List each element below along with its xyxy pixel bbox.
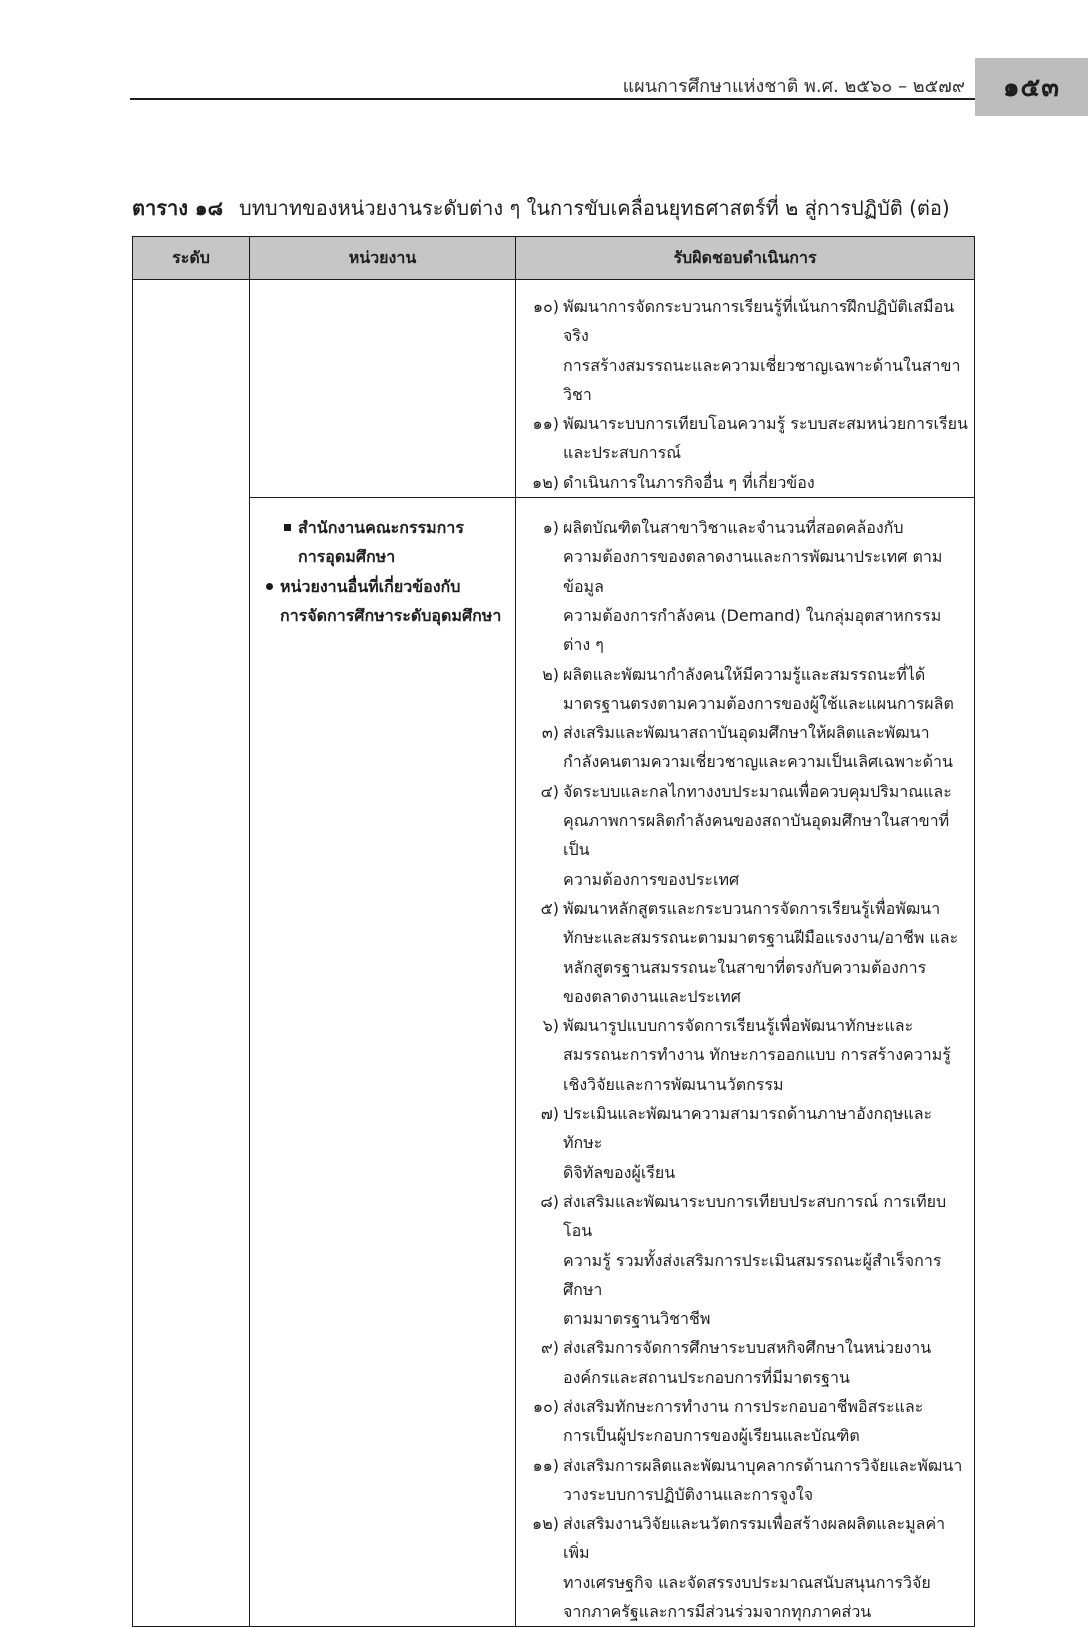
responsibility-line: ส่งเสริมและพัฒนาระบบการเทียบประสบการณ์ การเทียบโอน (563, 1191, 947, 1241)
responsibility-line: คุณภาพการผลิตกำลังคนของสถาบันอุดมศึกษาในสาขาที่เป็น (563, 811, 950, 860)
agency-lines (280, 572, 509, 631)
responsibility-line: ผลิตบัณฑิตในสาขาวิชาและจำนวนที่สอดคล้องกับ (563, 518, 904, 538)
responsibility-number: ๓) (541, 723, 559, 743)
responsibility-item (524, 1451, 968, 1510)
agency-line: การอุดมศึกษา (298, 547, 396, 567)
responsibility-line: กำลังคนตามความเชี่ยวชาญและความเป็นเลิศเฉพาะด้าน (563, 752, 953, 772)
responsibility-lines (563, 468, 968, 497)
responsibility-lines (563, 777, 968, 894)
responsibility-line: ดิจิทัลของผู้เรียน (563, 1162, 676, 1182)
responsibility-lines (563, 513, 968, 659)
roles-table (132, 236, 975, 1627)
responsibility-item (524, 718, 968, 777)
responsibility-number: ๑๐) (532, 297, 559, 316)
responsibility-line: หลักสูตรฐานสมรรถนะในสาขาที่ตรงกับความต้องการ (563, 957, 927, 977)
agency-item (250, 572, 509, 631)
responsibility-line: จากภาครัฐและการมีส่วนร่วมจากทุกภาคส่วน (563, 1602, 872, 1622)
responsibility-line: และประสบการณ์ (563, 443, 682, 463)
responsibility-item (524, 409, 968, 468)
page-number: ๑๕๓ (1003, 72, 1060, 103)
responsibility-line: มาตรฐานตรงตามความต้องการของผู้ใช้และแผนการผลิต (563, 693, 954, 713)
responsibility-lines (563, 718, 968, 777)
table-caption-text: บทบาทของหน่วยงานระดับต่าง ๆ ในการขับเคลื่อนยุทธศาสตร์ที่ ๒ สู่การปฏิบัติ (ต่อ) (239, 196, 950, 220)
running-title: แผนการศึกษาแห่งชาติ พ.ศ. ๒๕๖๐ – ๒๕๗๙ (622, 76, 965, 97)
agency-item (250, 513, 509, 572)
responsibility-lines (563, 292, 968, 409)
responsibility-lines (563, 1011, 968, 1099)
responsibility-item (524, 468, 968, 497)
responsibility-line: เชิงวิจัยและการพัฒนานวัตกรรม (563, 1074, 784, 1094)
responsibility-lines (563, 1451, 968, 1510)
responsibility-item (524, 1011, 968, 1099)
responsibility-line: พัฒนารูปแบบการจัดการเรียนรู้เพื่อพัฒนาทักษะและ (563, 1016, 914, 1036)
responsibility-item (524, 1099, 968, 1187)
round-bullet-icon (266, 583, 273, 590)
responsibility-line: จัดระบบและกลไกทางงบประมาณเพื่อควบคุมปริมาณและ (563, 781, 952, 801)
responsibility-line: ความต้องการของตลาดงานและการพัฒนาประเทศ ตามข้อมูล (563, 547, 943, 596)
responsibility-lines (563, 409, 968, 468)
responsibility-cell (516, 280, 975, 498)
responsibility-line: พัฒนาการจัดกระบวนการเรียนรู้ที่เน้นการฝึกปฏิบัติเสมือนจริง (563, 297, 955, 346)
agency-line: สำนักงานคณะกรรมการ (298, 518, 464, 538)
responsibility-number: ๑) (542, 518, 559, 538)
responsibility-line: ส่งเสริมทักษะการทำงาน การประกอบอาชีพอิสระและ (563, 1396, 924, 1416)
responsibility-item (524, 777, 968, 894)
header-rule (130, 98, 975, 100)
header-level: ระดับ (133, 237, 250, 280)
responsibility-number: ๑๑) (532, 414, 559, 434)
bullet-box (284, 513, 298, 542)
responsibility-line: ส่งเสริมการผลิตและพัฒนาบุคลากรด้านการวิจัยและพัฒนา (563, 1455, 963, 1475)
responsibility-line: ส่งเสริมการจัดการศึกษาระบบสหกิจศึกษาในหน่วยงาน (563, 1338, 932, 1358)
responsibility-number: ๑๒) (532, 472, 559, 492)
table-row (133, 280, 975, 498)
responsibility-line: พัฒนาหลักสูตรและกระบวนการจัดการเรียนรู้เพื่อพัฒนา (563, 898, 941, 918)
responsibility-line: ผลิตและพัฒนากำลังคนให้มีความรู้และสมรรถนะที่ได้ (563, 664, 926, 684)
table-row (133, 498, 975, 1627)
responsibility-lines (563, 1392, 968, 1451)
agency-cell (250, 280, 516, 498)
responsibility-line: องค์กรและสถานประกอบการที่มีมาตรฐาน (563, 1367, 850, 1387)
responsibility-line: ตามมาตรฐานวิชาชีพ (563, 1309, 711, 1329)
responsibility-line: สมรรถนะการทำงาน ทักษะการออกแบบ การสร้างความรู้ (563, 1045, 951, 1065)
square-bullet-icon (284, 524, 291, 531)
bullet-box (266, 572, 280, 601)
responsibility-line: วางระบบการปฏิบัติงานและการจูงใจ (563, 1484, 814, 1504)
table-body (133, 280, 975, 1627)
header-responsibility: รับผิดชอบดำเนินการ (516, 237, 975, 280)
responsibility-number: ๑๒) (532, 1514, 559, 1534)
responsibility-item (524, 1392, 968, 1451)
responsibility-line: ความรู้ รวมทั้งส่งเสริมการประเมินสมรรถนะผู้สำเร็จการศึกษา (563, 1250, 942, 1299)
agency-line: การจัดการศึกษาระดับอุดมศึกษา (280, 605, 502, 625)
responsibility-number: ๑๑) (532, 1455, 559, 1475)
responsibility-line: ดำเนินการในภารกิจอื่น ๆ ที่เกี่ยวข้อง (563, 472, 815, 492)
table-caption (132, 193, 974, 223)
responsibility-cell (516, 498, 975, 1627)
table-header-row (133, 237, 975, 280)
agency-cell (250, 498, 516, 1627)
responsibility-number: ๒) (542, 664, 559, 684)
responsibility-number: ๘) (540, 1191, 559, 1211)
responsibility-line: ความต้องการของประเทศ (563, 869, 740, 889)
responsibility-line: พัฒนาระบบการเทียบโอนความรู้ ระบบสะสมหน่วยการเรียน (563, 414, 968, 434)
responsibility-item (524, 1187, 968, 1333)
header-agency: หน่วยงาน (250, 237, 516, 280)
responsibility-item (524, 1333, 968, 1392)
responsibility-lines (563, 894, 968, 1011)
responsibility-lines (563, 1187, 968, 1333)
responsibility-lines (563, 1099, 968, 1187)
responsibility-line: ของตลาดงานและประเทศ (563, 986, 741, 1006)
responsibility-line: ส่งเสริมงานวิจัยและนวัตกรรมเพื่อสร้างผลผลิตและมูลค่าเพิ่ม (563, 1514, 946, 1563)
responsibility-item (524, 894, 968, 1011)
responsibility-number: ๗) (540, 1104, 559, 1124)
table-section (132, 193, 974, 1627)
responsibility-line: การสร้างสมรรถนะและความเชี่ยวชาญเฉพาะด้านในสาขาวิชา (563, 355, 961, 404)
agency-lines (298, 513, 509, 572)
responsibility-line: การเป็นผู้ประกอบการของผู้เรียนและบัณฑิต (563, 1426, 860, 1446)
responsibility-item (524, 660, 968, 719)
responsibility-line: ความต้องการกำลังคน (Demand) ในกลุ่มอุตสาหกรรมต่าง ๆ (563, 605, 942, 655)
responsibility-item (524, 1509, 968, 1626)
responsibility-lines (563, 1509, 968, 1626)
responsibility-item (524, 513, 968, 659)
responsibility-number: ๑๐) (532, 1396, 559, 1416)
responsibility-number: ๖) (542, 1016, 559, 1036)
responsibility-number: ๔) (540, 781, 559, 801)
responsibility-item (524, 292, 968, 409)
responsibility-line: ทางเศรษฐกิจ และจัดสรรงบประมาณสนับสนุนการวิจัย (563, 1572, 931, 1592)
responsibility-number: ๙) (541, 1338, 559, 1358)
page-number-box (975, 58, 1088, 116)
responsibility-line: ทักษะและสมรรถนะตามมาตรฐานฝีมือแรงงาน/อาชีพ และ (563, 928, 959, 948)
responsibility-line: ประเมินและพัฒนาความสามารถด้านภาษาอังกฤษและทักษะ (563, 1104, 933, 1153)
level-cell (133, 280, 250, 1627)
responsibility-lines (563, 1333, 968, 1392)
responsibility-line: ส่งเสริมและพัฒนาสถาบันอุดมศึกษาให้ผลิตและพัฒนา (563, 723, 930, 743)
responsibility-number: ๕) (540, 898, 559, 918)
table-caption-label: ตาราง ๑๘ (132, 196, 224, 220)
responsibility-lines (563, 660, 968, 719)
agency-line: หน่วยงานอื่นที่เกี่ยวข้องกับ (280, 576, 461, 596)
